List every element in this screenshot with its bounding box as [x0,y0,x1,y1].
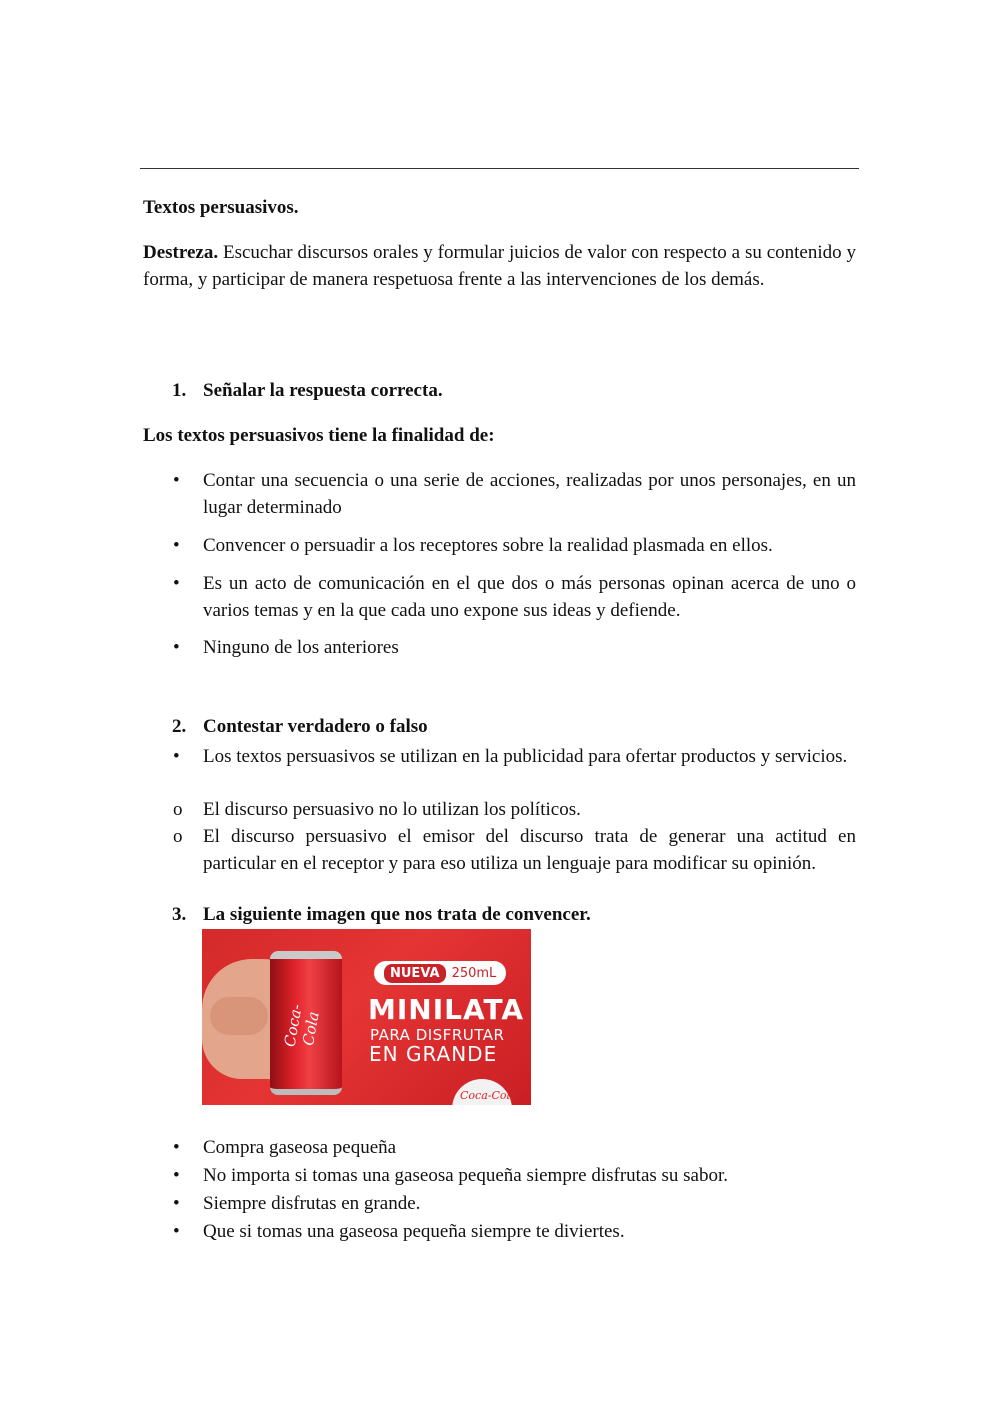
bullet-icon: • [173,1193,180,1214]
circle-bullet-icon: o [173,799,183,820]
bullet-icon: • [173,637,180,658]
bullet-icon: • [173,535,180,556]
destreza-text: Escuchar discursos orales y formular juicios de valor con respecto a su contenido y forma, y participar de manera respetuosa frente a las intervenciones de los demás. [143,242,856,290]
ad-line3: EN GRANDE [369,1042,498,1066]
ad-line2: PARA DISFRUTAR [370,1026,505,1044]
q1-option-text: Es un acto de comunicación en el que dos o más personas opinan acerca de uno o varios temas y en la que cada uno expone sus ideas y defiende. [203,573,856,621]
q1-lead: Los textos persuasivos tiene la finalidad de: [143,425,495,446]
q3-option-text: Que si tomas una gaseosa pequeña siempre te diviertes. [203,1221,625,1242]
q3-heading: La siguiente imagen que nos trata de convencer. [203,904,591,925]
circle-bullet-icon: o [173,826,183,847]
q3-option-text: No importa si tomas una gaseosa pequeña siempre disfrutas su sabor. [203,1165,729,1186]
q2-item-text: El discurso persuasivo no lo utilizan los políticos. [203,799,581,820]
bullet-icon: • [173,470,180,491]
badge-new: NUEVA [384,964,446,983]
disc-brand-logo: Coca-Cola [460,1089,517,1102]
q3-option-text: Compra gaseosa pequeña [203,1137,397,1158]
ad-headline: MINILATA [368,993,525,1026]
page-title: Textos persuasivos. [143,197,299,218]
q2-heading: Contestar verdadero o falso [203,716,428,737]
bullet-icon: • [173,1137,180,1158]
q1-number: 1. [172,380,187,401]
q1-option-text: Convencer o persuadir a los receptores sobre la realidad plasmada en ellos. [203,535,773,556]
thumb-shape [210,997,268,1035]
q1-option-text: Ninguno de los anteriores [203,637,399,658]
header-rule [140,168,859,169]
badge-size: 250mL [451,965,497,981]
destreza-label: Destreza. [143,242,219,263]
bullet-icon: • [173,1165,180,1186]
q1-heading: Señalar la respuesta correcta. [203,380,443,401]
new-size-badge [374,961,506,985]
q3-option-text: Siempre disfrutas en grande. [203,1193,421,1214]
coca-cola-ad-image [202,929,531,1105]
bullet-icon: • [173,746,180,767]
destreza-paragraph [143,239,856,293]
q2-item-text: El discurso persuasivo el emisor del discurso trata de generar una actitud en particular en el receptor y para eso utiliza un lenguaje para modificar su opinión. [203,826,856,874]
q2-number: 2. [172,716,187,737]
q2-item-text: Los textos persuasivos se utilizan en la publicidad para ofertar productos y servicios. [203,746,848,767]
can-brand-logo: Coca-Cola [280,1002,323,1049]
q1-option-text: Contar una secuencia o una serie de acciones, realizadas por unos personajes, en un lugar determinado [203,470,856,518]
bullet-icon: • [173,1221,180,1242]
bullet-icon: • [173,573,180,594]
q3-number: 3. [172,904,187,925]
